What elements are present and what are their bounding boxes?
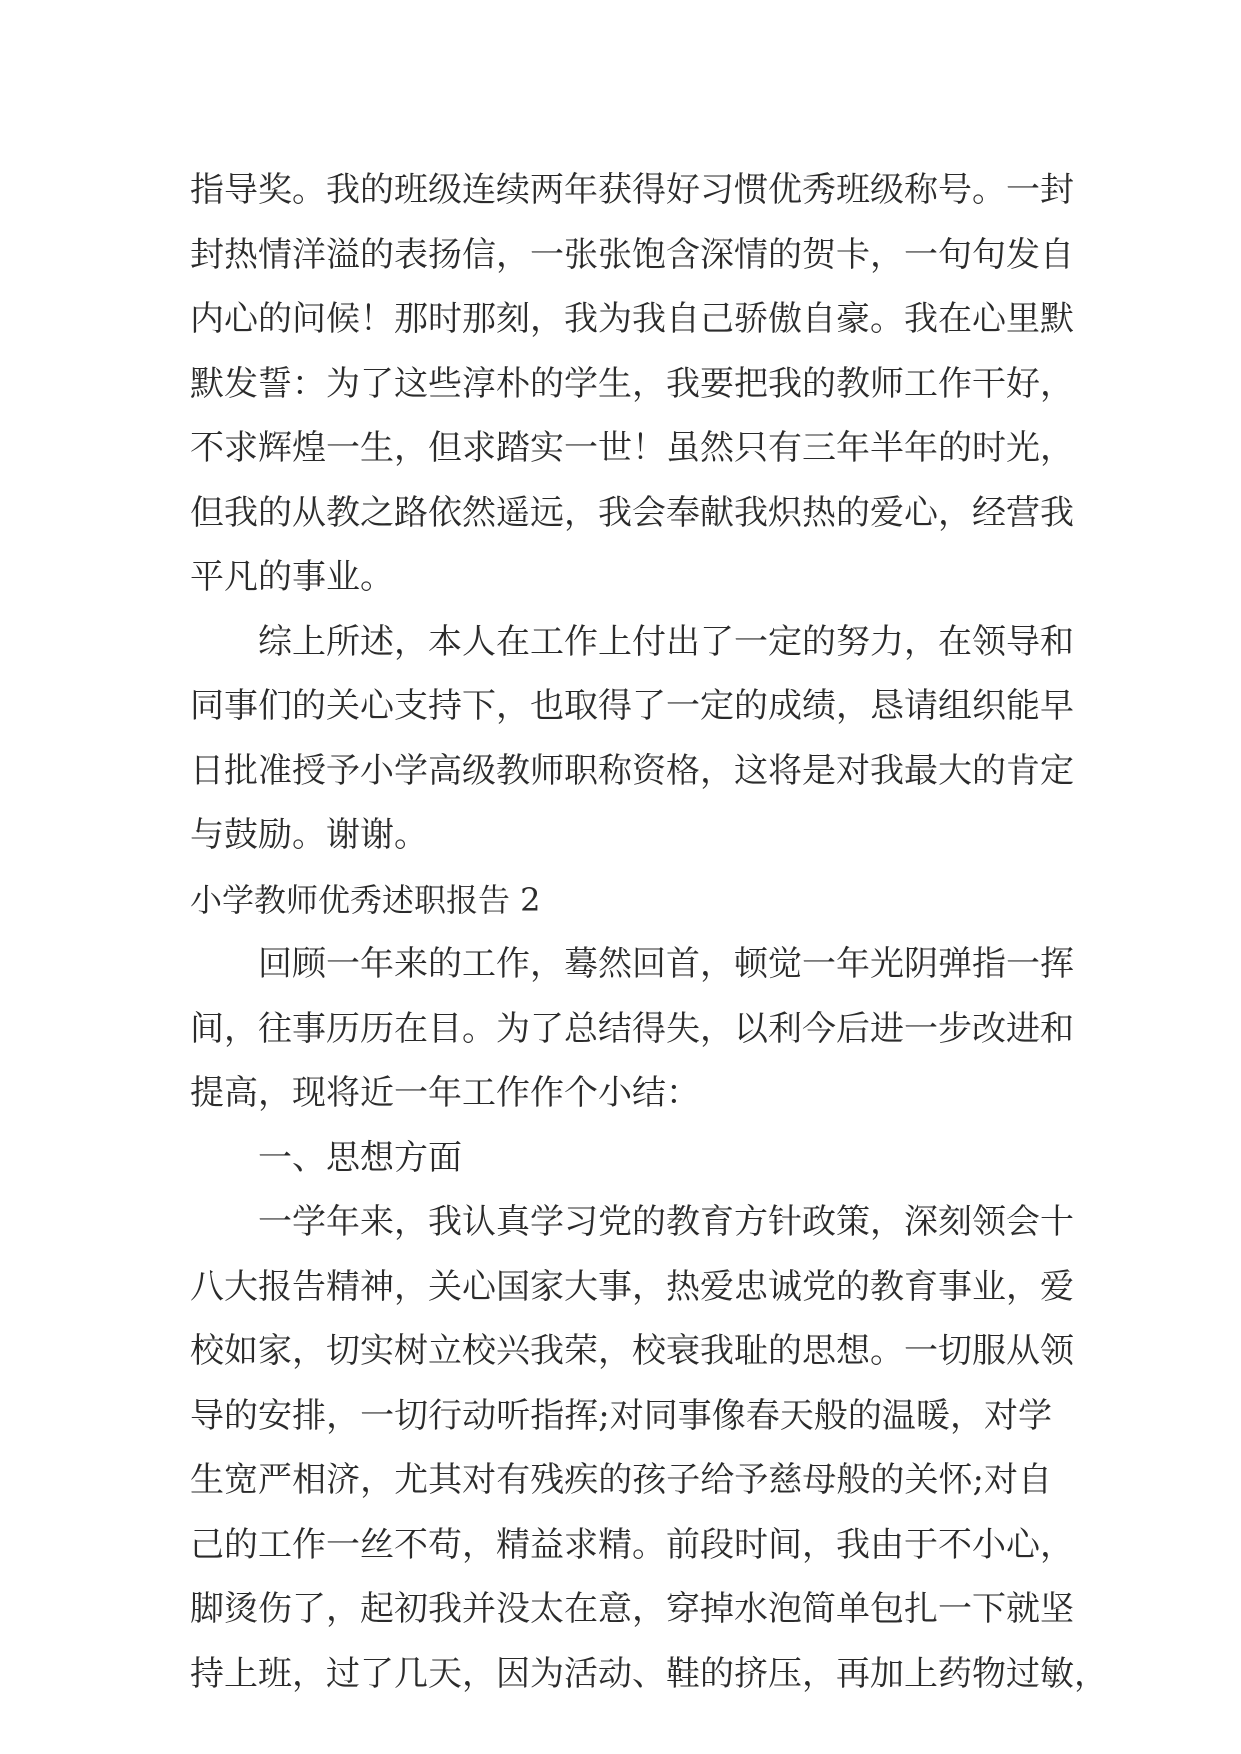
text-line: 默发誓：为了这些淳朴的学生，我要把我的教师工作干好， (190, 363, 1074, 404)
text-line: 指导奖。我的班级连续两年获得好习惯优秀班级称号。一封 (190, 170, 1074, 210)
text-line: 生宽严相济，尤其对有残疾的孩子给予慈母般的关怀;对自 (190, 1460, 1053, 1500)
text-line: 脚烫伤了，起初我并没太在意，穿掉水泡简单包扎一下就坚 (190, 1589, 1074, 1629)
text-line: 八大报告精神，关心国家大事，热爱忠诚党的教育事业，爱 (190, 1266, 1074, 1307)
document-body (190, 158, 1108, 1706)
text-line: 与鼓励。谢谢。 (190, 815, 428, 855)
text-line: 封热情洋溢的表扬信，一张张饱含深情的贺卡，一句句发自 (190, 234, 1074, 275)
text-line: 校如家，切实树立校兴我荣，校衰我耻的思想。一切服从领 (190, 1331, 1074, 1371)
subsection-heading: 一、思想方面 (258, 1137, 462, 1178)
text-line: 己的工作一丝不苟，精益求精。前段时间，我由于不小心， (190, 1524, 1074, 1565)
text-line: 日批准授予小学高级教师职称资格，这将是对我最大的肯定 (190, 750, 1074, 791)
paragraph-first-line: 回顾一年来的工作，蓦然回首，顿觉一年光阴弹指一挥 (258, 944, 1074, 984)
text-line: 持上班，过了几天，因为活动、鞋的挤压，再加上药物过敏， (190, 1653, 1108, 1694)
text-line: 同事们的关心支持下，也取得了一定的成绩，恳请组织能早 (190, 686, 1074, 726)
text-line: 间，往事历历在目。为了总结得失，以利今后进一步改进和 (190, 1008, 1074, 1049)
section-heading: 小学教师优秀述职报告 2 (190, 880, 541, 919)
text-line: 内心的问候！那时那刻，我为我自己骄傲自豪。我在心里默 (190, 299, 1074, 339)
text-line: 导的安排，一切行动听指挥;对同事像春天般的温暖，对学 (190, 1395, 1052, 1436)
paragraph-first-line: 综上所述，本人在工作上付出了一定的努力，在领导和 (258, 621, 1074, 662)
text-line: 不求辉煌一生，但求踏实一世！虽然只有三年半年的时光， (190, 428, 1074, 468)
text-line: 平凡的事业。 (190, 557, 394, 597)
paragraph-first-line: 一学年来，我认真学习党的教育方针政策，深刻领会十 (258, 1202, 1074, 1242)
text-line: 但我的从教之路依然遥远，我会奉献我炽热的爱心，经营我 (190, 492, 1074, 533)
text-line: 提高，现将近一年工作作个小结： (190, 1073, 700, 1113)
